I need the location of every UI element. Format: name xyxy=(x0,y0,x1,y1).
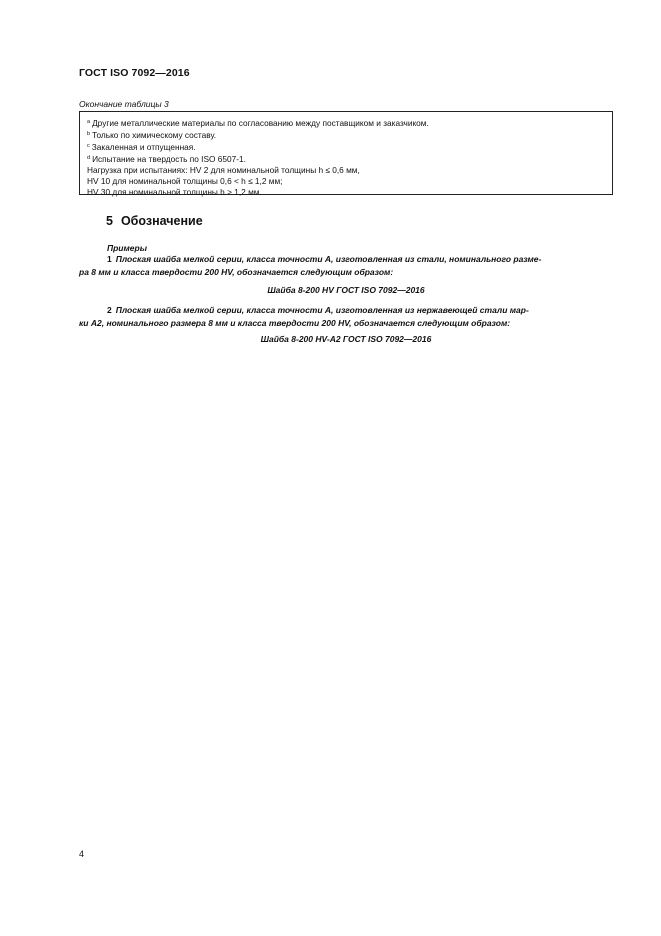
example-1-line-2: ра 8 мм и класса твердости 200 HV, обозначается следующим образом: xyxy=(79,266,394,277)
example-1-designation: Шайба 8-200 HV ГОСТ ISO 7092—2016 xyxy=(267,285,425,295)
note-text: Нагрузка при испытаниях: HV 2 для номинальной толщины h ≤ 0,6 мм, xyxy=(87,165,360,175)
example-number: 1 xyxy=(107,254,112,264)
note-text: HV 30 для номинальной толщины h > 1,2 мм. xyxy=(87,187,262,197)
example-text: Плоская шайба мелкой серии, класса точности А, изготовленная из стали, номинального разме- xyxy=(115,254,542,264)
note-text: Испытание на твердость по ISO 6507-1. xyxy=(92,154,246,164)
examples-label: Примеры xyxy=(107,243,147,253)
footnote-mark: c xyxy=(87,143,90,149)
table-note-d xyxy=(87,153,607,165)
note-text: Другие металлические материалы по согласованию между поставщиком и заказчиком. xyxy=(92,118,429,128)
footnote-mark: b xyxy=(87,131,91,137)
table-note-load-3 xyxy=(87,187,607,198)
table-note-a xyxy=(87,117,607,129)
section-number: 5 xyxy=(106,214,113,228)
table-note-c xyxy=(87,141,607,153)
table-note-load-2 xyxy=(87,176,607,187)
example-text: Плоская шайба мелкой серии, класса точности А, изготовленная из нержавеющей стали мар- xyxy=(115,305,529,315)
document-header: ГОСТ ISO 7092—2016 xyxy=(79,67,190,79)
example-2-paragraph xyxy=(79,304,613,329)
note-text: Закаленная и отпущенная. xyxy=(91,142,196,152)
page-number: 4 xyxy=(79,849,85,859)
table-notes xyxy=(87,117,607,198)
footnote-mark: d xyxy=(87,155,91,161)
section-title-text: Обозначение xyxy=(120,214,203,228)
note-text: HV 10 для номинальной толщины 0,6 < h ≤ 1,2 мм; xyxy=(87,176,283,186)
footnote-mark: a xyxy=(87,119,91,125)
section-heading xyxy=(106,214,203,228)
table-caption: Окончание таблицы 3 xyxy=(79,99,169,109)
example-1-line-1 xyxy=(79,253,613,266)
example-2-line-2: ки А2, номинального размера 8 мм и класса твердости 200 HV, обозначается следующим образом: xyxy=(79,317,511,328)
note-text: Только по химическому составу. xyxy=(92,130,217,140)
example-1-paragraph xyxy=(79,253,613,278)
example-2-line-1 xyxy=(79,304,613,317)
table-note-b xyxy=(87,129,607,141)
example-number: 2 xyxy=(107,305,112,315)
example-2-designation: Шайба 8-200 HV-A2 ГОСТ ISO 7092—2016 xyxy=(260,334,432,344)
table-note-load-1 xyxy=(87,165,607,176)
